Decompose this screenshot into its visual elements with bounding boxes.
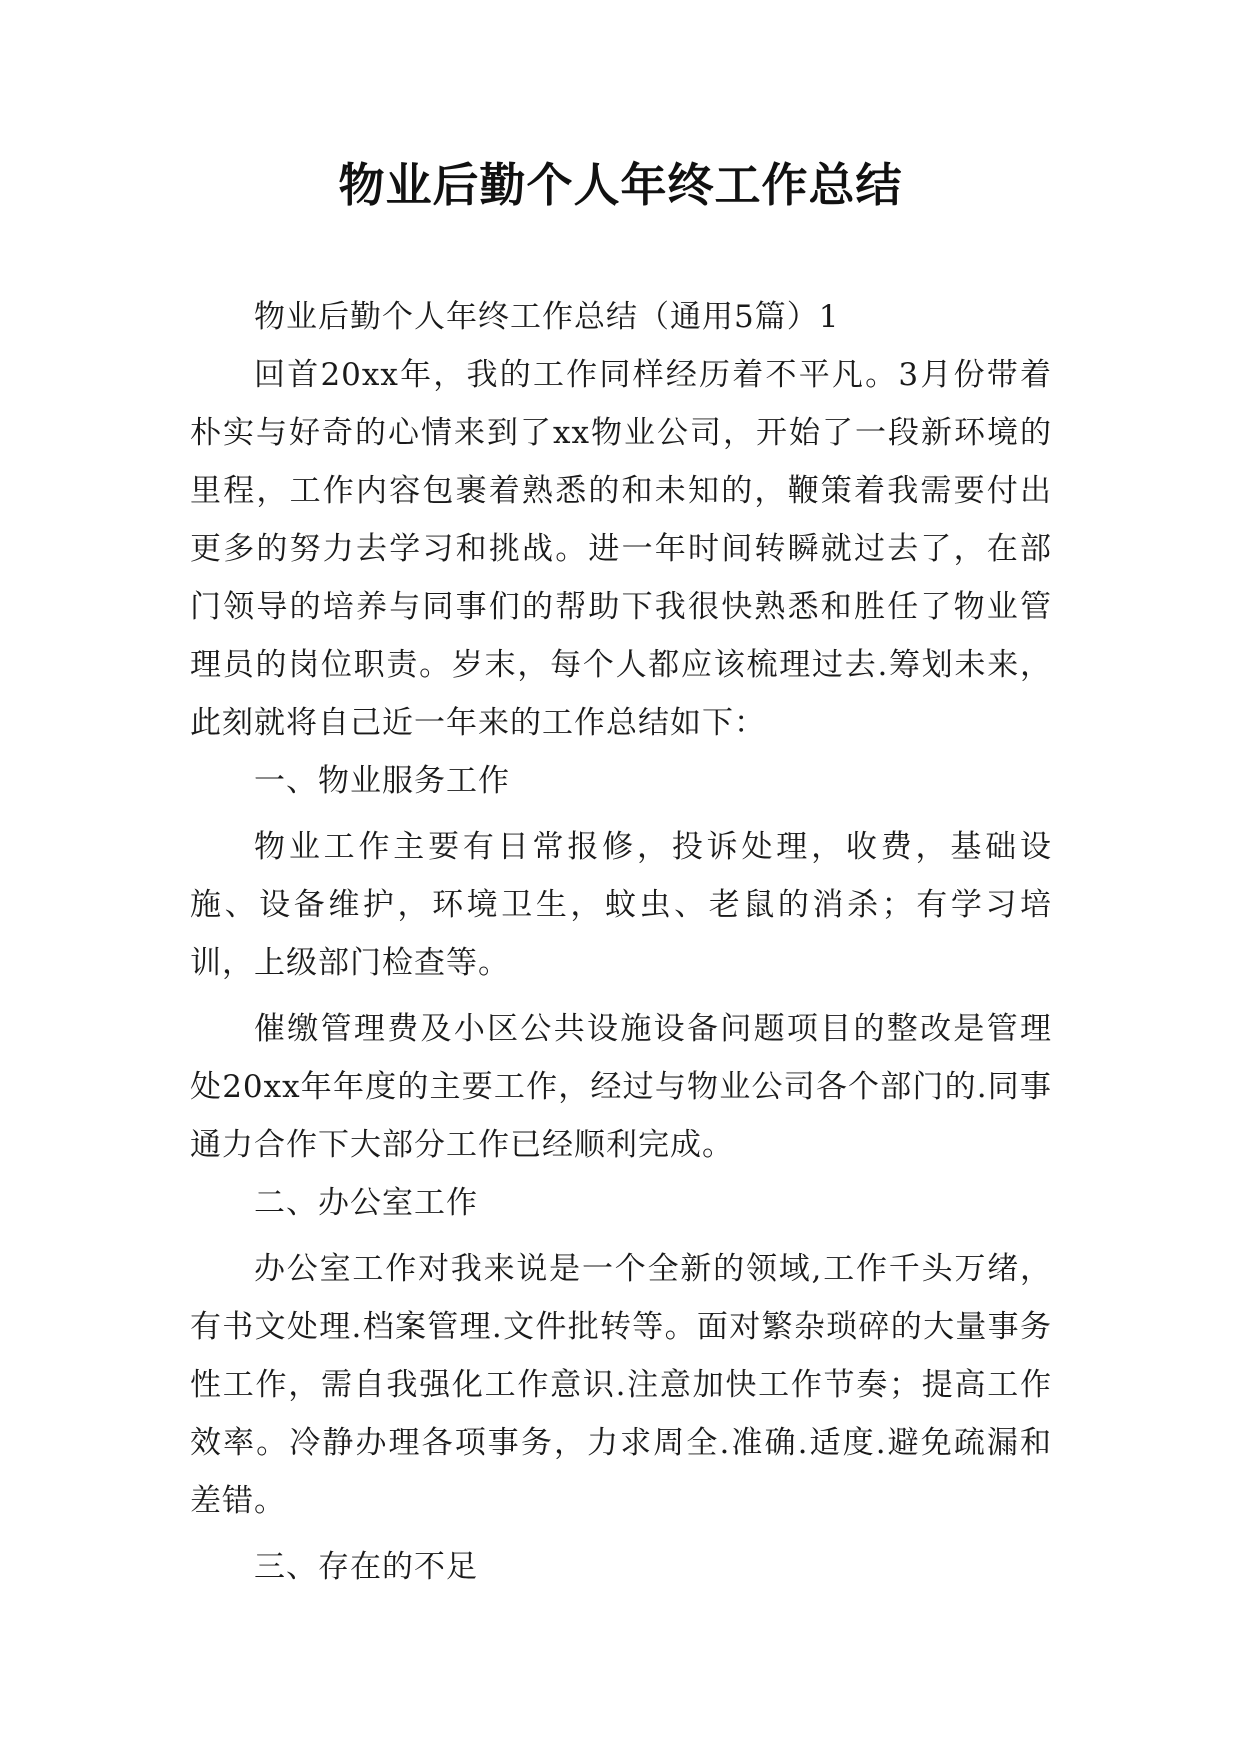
- section-heading-shortcomings: 三、存在的不足: [254, 1549, 478, 1585]
- document-title: 物业后勤个人年终工作总结: [338, 158, 903, 212]
- paragraph-office-work: 办公室工作对我来说是一个全新的领域,工作千头万绪，有书文处理.档案管理.文件批转等。面对繁杂琐碎的大量事务性工作，需自我强化工作意识.注意加快工作节奏；提高工作效率。冷静办理各项事务，力求周全.准确.适度.避免疏漏和差错。: [190, 1251, 1052, 1519]
- paragraph-fee-collection: 催缴管理费及小区公共设施设备问题项目的整改是管理处20xx年年度的主要工作，经过与物业公司各个部门的.同事通力合作下大部分工作已经顺利完成。: [190, 1011, 1052, 1163]
- paragraph-property-service: 物业工作主要有日常报修，投诉处理，收费，基础设施、设备维护，环境卫生，蚊虫、老鼠的消杀；有学习培训，上级部门检查等。: [190, 829, 1052, 981]
- document-body: [190, 288, 1052, 1596]
- section-heading-office-work: 二、办公室工作: [254, 1185, 478, 1221]
- section-heading-property-service: 一、物业服务工作: [254, 763, 510, 799]
- paragraph-intro: 回首20xx年，我的工作同样经历着不平凡。3月份带着朴实与好奇的心情来到了xx物业公司，开始了一段新环境的里程，工作内容包裹着熟悉的和未知的，鞭策着我需要付出更多的努力去学习和挑战。进一年时间转瞬就过去了，在部门领导的培养与同事们的帮助下我很快熟悉和胜任了物业管理员的岗位职责。岁末，每个人都应该梳理过去.筹划未来，此刻就将自己近一年来的工作总结如下：: [190, 357, 1052, 741]
- paragraph-subtitle: 物业后勤个人年终工作总结（通用5篇）1: [254, 299, 840, 335]
